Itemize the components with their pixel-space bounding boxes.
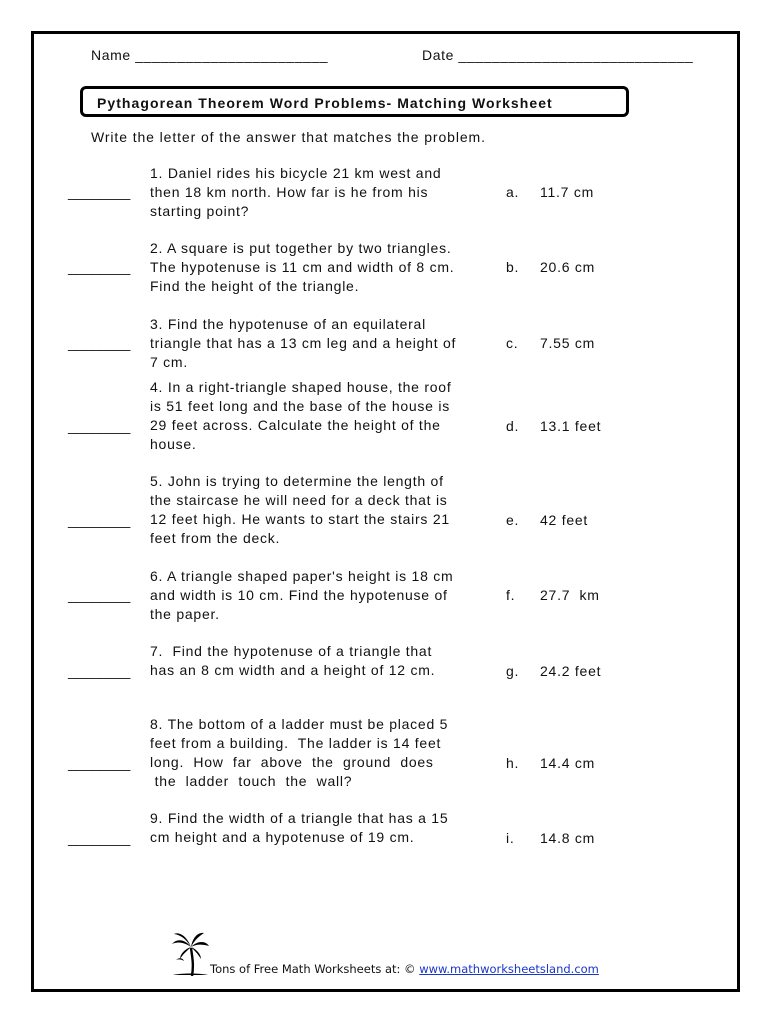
answer-letter: g. (506, 663, 520, 679)
answer-value: 14.8 cm (540, 830, 596, 846)
problem-text (150, 567, 453, 624)
problem-line: house. (150, 436, 197, 452)
problem-line: 2. A square is put together by two triangles. (150, 240, 452, 256)
answer-value: 11.7 cm (540, 184, 595, 200)
problem-line: has an 8 cm width and a height of 12 cm. (150, 662, 436, 678)
answer-letter: h. (506, 755, 520, 771)
answer-blank[interactable]: ________ (68, 755, 131, 771)
answer-blank[interactable]: ________ (68, 259, 131, 275)
problem-text (150, 472, 450, 548)
problem-line: is 51 feet long and the base of the house is (150, 398, 450, 414)
problem-line: then 18 km north. How far is he from his (150, 184, 429, 200)
answer-value: 14.4 cm (540, 755, 596, 771)
problem-text (150, 642, 435, 680)
problem-line: 29 feet across. Calculate the height of the (150, 417, 441, 433)
answer-value: 27.7 km (540, 587, 600, 603)
problem-line: The hypotenuse is 11 cm and width of 8 cm. (150, 259, 455, 275)
answer-blank[interactable]: ________ (68, 587, 131, 603)
answer-letter: c. (506, 335, 519, 351)
title-box (80, 86, 629, 117)
problem-line: 7 cm. (150, 354, 188, 370)
problem-line: triangle that has a 13 cm leg and a height of (150, 335, 457, 351)
problem-line: the staircase he will need for a deck that is (150, 492, 448, 508)
problem-line: long. How far above the ground does (150, 754, 434, 770)
problem-line: 5. John is trying to determine the length of (150, 473, 444, 489)
answer-letter: a. (506, 184, 520, 200)
problem-line: Find the height of the triangle. (150, 278, 360, 294)
problem-line: feet from a building. The ladder is 14 feet (150, 735, 442, 751)
problem-text (150, 315, 456, 372)
problem-line: 9. Find the width of a triangle that has a 15 (150, 810, 449, 826)
answer-blank[interactable]: ________ (68, 418, 131, 434)
footer-link[interactable]: www.mathworksheetsland.com (419, 962, 599, 976)
problem-line: the paper. (150, 606, 220, 622)
answer-blank[interactable]: ________ (68, 335, 131, 351)
palm-tree-icon (170, 930, 210, 976)
problem-line: 12 feet high. He wants to start the stairs 21 (150, 511, 450, 527)
problem-line: 1. Daniel rides his bicycle 21 km west and (150, 165, 442, 181)
problem-text (150, 239, 454, 296)
problem-text (150, 715, 448, 791)
answer-letter: f. (506, 587, 516, 603)
problem-text (150, 378, 451, 454)
footer-text: Tons of Free Math Worksheets at: © (210, 962, 420, 976)
answer-value: 13.1 feet (540, 418, 602, 434)
answer-value: 24.2 feet (540, 663, 602, 679)
problem-line: starting point? (150, 203, 250, 219)
problem-line: feet from the deck. (150, 530, 281, 546)
problem-text (150, 164, 441, 221)
problem-line: 3. Find the hypotenuse of an equilateral (150, 316, 426, 332)
name-line: Name _______________________ (91, 47, 329, 63)
answer-blank[interactable]: ________ (68, 830, 131, 846)
problem-line: 8. The bottom of a ladder must be placed 5 (150, 716, 449, 732)
answer-blank[interactable]: ________ (68, 663, 131, 679)
problem-text (150, 809, 448, 847)
answer-letter: i. (506, 830, 515, 846)
worksheet-title: Pythagorean Theorem Word Problems- Matching Worksheet (97, 95, 553, 111)
footer (210, 962, 599, 976)
problem-line: cm height and a hypotenuse of 19 cm. (150, 829, 415, 845)
problem-line: 4. In a right-triangle shaped house, the roof (150, 379, 452, 395)
answer-blank[interactable]: ________ (68, 184, 131, 200)
problem-line: the ladder touch the wall? (150, 773, 353, 789)
problem-line: and width is 10 cm. Find the hypotenuse of (150, 587, 448, 603)
answer-letter: d. (506, 418, 520, 434)
answer-value: 20.6 cm (540, 259, 596, 275)
problem-line: 6. A triangle shaped paper's height is 18 cm (150, 568, 454, 584)
problem-line: 7. Find the hypotenuse of a triangle that (150, 643, 433, 659)
answer-letter: e. (506, 512, 520, 528)
answer-value: 7.55 cm (540, 335, 596, 351)
answer-value: 42 feet (540, 512, 589, 528)
answer-letter: b. (506, 259, 520, 275)
date-line: Date ____________________________ (422, 47, 694, 63)
instructions: Write the letter of the answer that matches the problem. (91, 129, 486, 145)
answer-blank[interactable]: ________ (68, 512, 131, 528)
